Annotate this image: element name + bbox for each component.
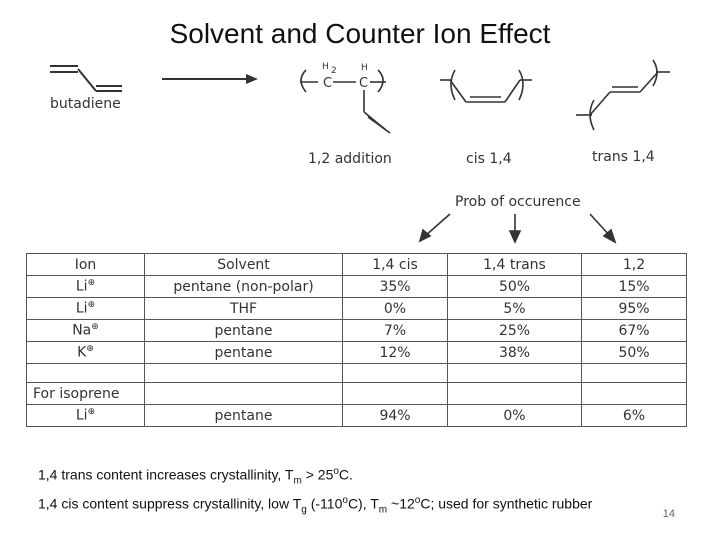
isoprene-heading-row <box>27 383 687 405</box>
solvent-cell: pentane (non-polar) <box>145 276 343 298</box>
cis-cell: 0% <box>343 298 448 320</box>
butadiene-structure <box>50 66 122 91</box>
prob-arrows <box>420 214 615 242</box>
prob-of-occurrence-label: Prob of occurence <box>455 194 581 210</box>
charge-mark: ⊕ <box>91 322 99 333</box>
col-header-ion: Ion <box>27 254 145 276</box>
col-header-cis: 1,4 cis <box>343 254 448 276</box>
solvent-cell: THF <box>145 298 343 320</box>
cis-14-structure <box>440 70 532 102</box>
solvent-cell: pentane <box>145 320 343 342</box>
cis-cell: 94% <box>343 405 448 427</box>
trans-cell: 38% <box>448 342 582 364</box>
ch2-atom: C <box>323 76 333 91</box>
v12-cell: 15% <box>582 276 687 298</box>
page-number: 14 <box>662 508 675 520</box>
v12-cell: 6% <box>582 405 687 427</box>
solvent-cell: pentane <box>145 405 343 427</box>
ion-solvent-table <box>26 253 687 427</box>
trans-cell: 25% <box>448 320 582 342</box>
solvent-cell: pentane <box>145 342 343 364</box>
cis-14-label: cis 1,4 <box>466 151 512 167</box>
table-header-row <box>27 254 687 276</box>
ion-cell: K⊕ <box>27 342 145 364</box>
charge-mark: ⊕ <box>87 407 96 418</box>
addition-12-label: 1,2 addition <box>308 151 392 167</box>
table-row <box>27 276 687 298</box>
butadiene-label: butadiene <box>50 96 121 112</box>
table-row <box>27 405 687 427</box>
col-header-solvent: Solvent <box>145 254 343 276</box>
v12-cell: 67% <box>582 320 687 342</box>
table-row <box>27 298 687 320</box>
charge-mark: ⊕ <box>87 278 96 289</box>
cis-cell: 7% <box>343 320 448 342</box>
v12-cell: 50% <box>582 342 687 364</box>
trans-cell: 50% <box>448 276 582 298</box>
trans-cell: 0% <box>448 405 582 427</box>
table-row <box>27 320 687 342</box>
charge-mark: ⊕ <box>87 300 96 311</box>
h2-subscript: 2 <box>331 66 337 76</box>
ion-cell: Li⊕ <box>27 276 145 298</box>
slide-title: Solvent and Counter Ion Effect <box>169 18 551 49</box>
trans-cell: 5% <box>448 298 582 320</box>
col-header-trans: 1,4 trans <box>448 254 582 276</box>
cis-cell: 12% <box>343 342 448 364</box>
ion-cell: Li⊕ <box>27 298 145 320</box>
h-label: H <box>361 63 368 73</box>
table-spacer-row <box>27 364 687 383</box>
isoprene-label: For isoprene <box>27 383 145 405</box>
trans-14-structure <box>576 60 670 130</box>
trans-14-label: trans 1,4 <box>592 149 655 165</box>
v12-cell: 95% <box>582 298 687 320</box>
h2-label: H <box>322 62 329 72</box>
addition-12-structure <box>300 62 390 133</box>
notes <box>38 462 708 521</box>
ion-cell: Li⊕ <box>27 405 145 427</box>
col-header-12: 1,2 <box>582 254 687 276</box>
cis-cell: 35% <box>343 276 448 298</box>
charge-mark: ⊕ <box>86 344 94 355</box>
reaction-arrow <box>162 74 258 84</box>
note-line-1: 1,4 trans content increases crystallinity, $T_m > 25^oC$. <box>38 466 353 487</box>
table-row <box>27 342 687 364</box>
ch-atom: C <box>359 76 369 91</box>
reaction-scheme <box>0 0 720 250</box>
note-line-2: 1,4 cis content suppress crystallinity, low $T_g$ (-110$^o$C), $T_m$ ~12$^o$C; used for synthetic rubber <box>38 495 593 516</box>
ion-cell: Na⊕ <box>27 320 145 342</box>
